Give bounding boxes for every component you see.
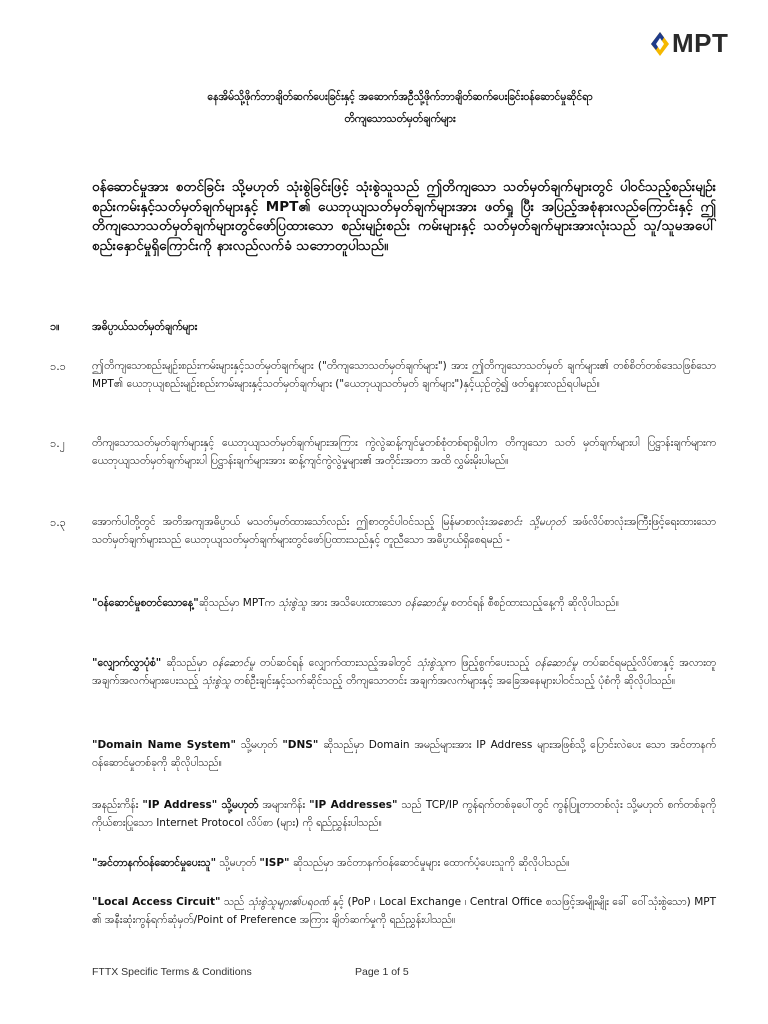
definition-isp: "အင်တာနက်ဝန်ဆောင်မှုပေးသူ" သို့မဟုတ် "ISP" ဆိုသည်မှာ အင်တာနက်ဝန်ဆောင်မှုများ ထောက်ပံ့ပေးသူကို ဆိုလိုပါသည်။ bbox=[92, 857, 570, 869]
footer-document-name: FTTX Specific Terms & Conditions bbox=[92, 966, 252, 978]
clause-number-1-3: ၁.၃ bbox=[50, 516, 66, 529]
definition-application-form: "လျှောက်လွှာပုံစံ" ဆိုသည်မှာ ဝန်ဆောင်မှု တပ်ဆင်ရန် လျှောက်ထားသည့်အခါတွင် သုံးစွဲသူက ဖြည့်စွက်ပေးသည့် ဝန်ဆောင်မှု တပ်ဆင်ရမည့်လိပ်စာနှင့် အလားတူအချက်အလက်များပေးသည့် သုံးစွဲသူ တစ်ဦးချင်းနှင့်သက်ဆိုင်သည့် တိကျသောတင်း အချက်အလက်များနှင့် အခြေအနေများပါဝင်သည့် ပုံစံကို ဆိုလိုပါသည်။ bbox=[92, 657, 716, 687]
section-heading: အဓိပ္ပာယ်သတ်မှတ်ချက်များ bbox=[92, 321, 198, 333]
document-title-line-1: နေအိမ်သို့ဖိုက်ဘာချိတ်ဆက်ပေးခြင်းနှင့် အဆောက်အဦသို့ဖိုက်ဘာချိတ်ဆက်ပေးခြင်းဝန်ဆောင်မှုဆိုင်ရာ bbox=[207, 91, 593, 103]
footer-page-number: Page 1 of 5 bbox=[355, 966, 409, 978]
definition-dns: "Domain Name System" သို့မဟုတ် "DNS" ဆိုသည်မှာ Domain အမည်များအား IP Address များအဖြစ်သို့ ပြောင်းလဲပေး သော အင်တာနက်ဝန်ဆောင်မှုတစ်ခုကို ဆိုလိုပါသည်။ bbox=[92, 739, 716, 769]
section-number: ၁။ bbox=[50, 320, 60, 333]
clause-1-1-text: ဤတိကျသောစည်းမျဉ်းစည်းကမ်းများနှင့်သတ်မှတ်ချက်များ ("တိကျသောသတ်မှတ်ချက်များ") အား ဤတိကျသောသတ်မှတ် ချက်များ၏ တစ်စိတ်တစ်ဒေသဖြစ်သော MPT၏ ယေဘုယျစည်းမျဉ်းစည်းကမ်းများနှင့်သတ်မှတ်ချက်များ ("ယေဘုယျသတ်မှတ် ချက်များ")နှင့်ယှဉ်တွဲ၍ ဖတ်ရှုနားလည်ရပါမည်။ bbox=[92, 360, 716, 390]
document-title-line-2: တိကျသောသတ်မှတ်ချက်များ bbox=[344, 113, 456, 125]
clause-number-1-2: ၁.၂ bbox=[50, 437, 66, 450]
clause-1-2-text: တိကျသောသတ်မှတ်ချက်များနှင့် ယေဘုယျသတ်မှတ်ချက်များအကြား ကွဲလွဲဆန့်ကျင်မှုတစ်စုံတစ်ရာရှိပါက တိကျသော သတ် မှတ်ချက်များပါ ပြဋ္ဌာန်းချက်များက ယေဘုယျသတ်မှတ်ချက်များပါ ပြဋ္ဌာန်းချက်များအား ဆန့်ကျင်ကွဲလွဲမှုများ၏ အတိုင်းအတာ အထိ လွှမ်းမိုးပါမည်။ bbox=[92, 437, 716, 467]
mpt-logo bbox=[650, 28, 728, 59]
intro-paragraph: ဝန်ဆောင်မှုအား စတင်ခြင်း သို့မဟုတ် သုံးစွဲခြင်းဖြင့် သုံးစွဲသူသည် ဤတိကျသော သတ်မှတ်ချက်များတွင် ပါဝင်သည့်စည်းမျဉ်းစည်းကမ်းနှင့်သတ်မှတ်ချက်များနှင့် MPT၏ ယေဘုယျသတ်မှတ်ချက်များအား ဖတ်ရှု ပြီး အပြည့်အစုံနားလည်ကြောင်းနှင့် ဤတိကျသောသတ်မှတ်ချက်များတွင်ဖော်ပြထားသော စည်းမျဉ်းစည်း ကမ်းများနှင့် သတ်မှတ်ချက်များအားလုံးသည် သူ/သူမအပေါ် စည်းနှောင်မှုရှိကြောင်းကို နားလည်လက်ခံ သဘောတူပါသည်။ bbox=[92, 179, 716, 254]
clause-1-3-text: အောက်ပါတို့တွင် အတိအကျအဓိပ္ပာယ် မသတ်မှတ်ထားသော်လည်း ဤစာတွင်ပါဝင်သည့် မြန်မာစာလုံးအစောင်း သို့မဟုတ် အဖ်လိပ်စာလုံးအကြီးဖြင့်ရေးထားသော သတ်မှတ်ချက်များသည် ယေဘုယျသတ်မှတ်ချက်များတွင်ဖော်ပြထားသည်နှင့် တူညီသော အဓိပ္ပာယ်ရှိစေရမည် - bbox=[92, 516, 716, 546]
definition-local-access-circuit: "Local Access Circuit" သည် သုံးစွဲသူများ၏ပရဝဏ် နှင့် (PoP ၊ Local Exchange ၊ Central Office စသဖြင့်အမျိုးမျိုး ခေါ် ဝေါ်သုံးစွဲသော) MPT ၏ အနီးဆုံးကွန်ရက်ဆုံမှတ်/Point of Preference အကြား ချိတ်ဆက်မှုကို ရည်ညွှန်းပါသည်။ bbox=[92, 896, 717, 926]
clause-number-1-1: ၁.၁ bbox=[50, 360, 66, 373]
mpt-logo-mark-icon bbox=[650, 31, 670, 57]
logo-text: MPT bbox=[672, 28, 729, 58]
definition-service-start-date: "ဝန်ဆောင်မှုစတင်သောနေ့"ဆိုသည်မှာ MPTက သုံးစွဲသူ အား အသိပေးထားသော ဝန်ဆောင်မှု စတင်ရန် စီစဉ်ထားသည့်နေ့ကို ဆိုလိုပါသည်။ bbox=[92, 597, 619, 609]
definition-ip-address: အနည်းကိန်း "IP Address" သို့မဟုတ် အများကိန်း "IP Addresses" သည် TCP/IP ကွန်ရက်တစ်ခုပေါ်တွင် ကွန်ပြူတာတစ်လုံး သို့မဟုတ် စက်တစ်ခုကို ကိုယ်စားပြုသော Internet Protocol လိပ်စာ (များ) ကို ရည်ညွှန်းပါသည်။ bbox=[92, 799, 716, 829]
